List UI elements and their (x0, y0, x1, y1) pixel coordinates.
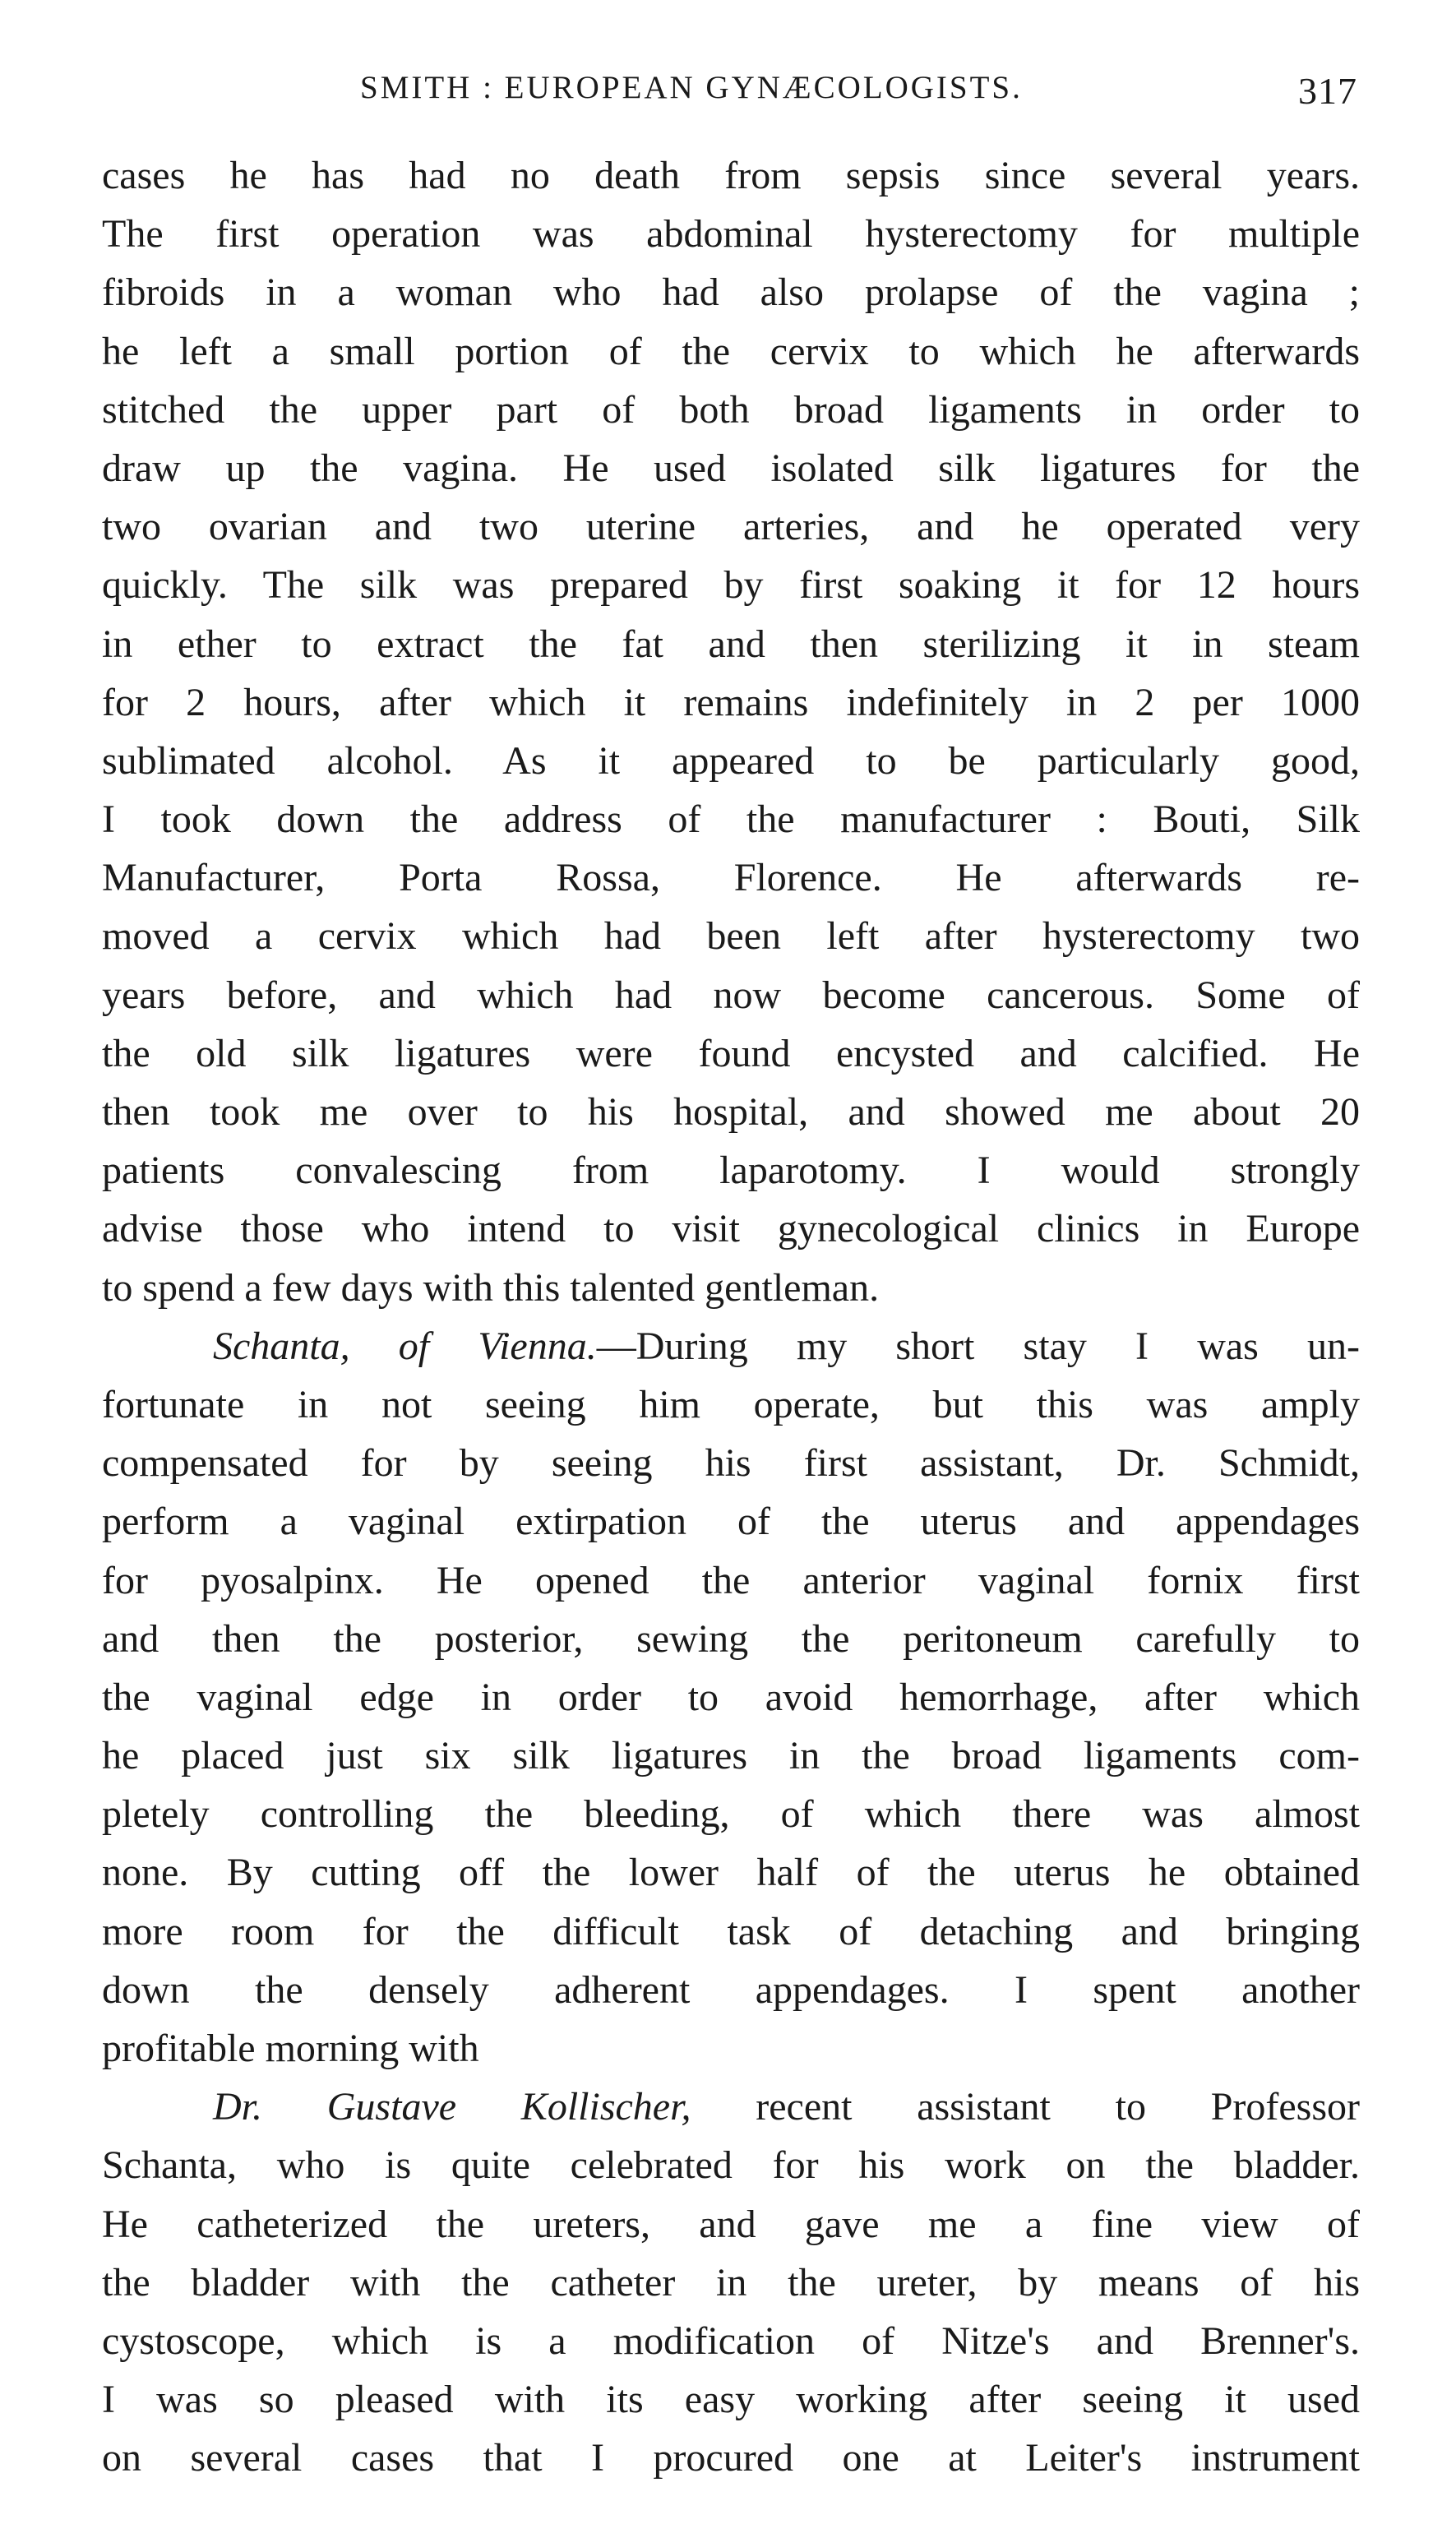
text-line: more room for the difficult task of detaching and bringing (102, 1909, 1360, 1953)
text-line (102, 1317, 1360, 1375)
text-run: —During my short stay I was un- (596, 1324, 1360, 1368)
text-line: I was so pleased with its easy working after seeing it used (102, 2378, 1360, 2422)
text-line: he left a small portion of the cervix to which he afterwards (102, 329, 1360, 373)
text-line: two ovarian and two uterine arteries, and he operated very (102, 505, 1360, 549)
paragraph-1 (102, 146, 1360, 1317)
text-line: pletely controlling the bleeding, of which there was almost (102, 1792, 1360, 1837)
body-text (102, 146, 1360, 2488)
text-line: for pyosalpinx. He opened the anterior vaginal fornix first (102, 1558, 1360, 1602)
text-line: on several cases that I procured one at Leiter's instrument (102, 2436, 1360, 2480)
text-line: to spend a few days with this talented gentleman. (102, 1265, 880, 1310)
text-line: profitable morning with (102, 2027, 479, 2070)
text-line: stitched the upper part of both broad ligaments in order to (102, 387, 1360, 432)
text-line: compensated for by seeing his first assistant, Dr. Schmidt, (102, 1441, 1360, 1486)
text-line: I took down the address of the manufacturer : Bouti, Silk (102, 797, 1360, 842)
text-line: The first operation was abdominal hysterectomy for multiple (102, 212, 1360, 257)
running-head-title: SMITH : EUROPEAN GYNÆCOLOGISTS. (360, 70, 1023, 105)
text-line: the old silk ligatures were found encysted and calcified. He (102, 1031, 1360, 1075)
text-line: fibroids in a woman who had also prolapse of the vagina ; (102, 270, 1360, 315)
text-line: and then the posterior, sewing the peritoneum carefully to (102, 1616, 1360, 1661)
page-number: 317 (1298, 70, 1357, 112)
text-line: advise those who intend to visit gynecological clinics in Europe (102, 1207, 1360, 1251)
text-line: perform a vaginal extirpation of the uterus and appendages (102, 1500, 1360, 1544)
text-line (102, 2078, 1360, 2136)
text-line: none. By cutting off the lower half of the uterus he obtained (102, 1851, 1360, 1895)
text-line: he placed just six silk ligatures in the broad ligaments com- (102, 1734, 1360, 1778)
text-line: cystoscope, which is a modification of Nitze's and Brenner's. (102, 2318, 1360, 2363)
text-line: the bladder with the catheter in the ureter, by means of his (102, 2260, 1360, 2304)
text-run: recent assistant to Professor (691, 2085, 1361, 2129)
text-line: fortunate in not seeing him operate, but this was amply (102, 1382, 1360, 1426)
text-line: quickly. The silk was prepared by first soaking it for 12 hours (102, 563, 1360, 608)
paragraph-2 (102, 1317, 1360, 2078)
text-line: Schanta, who is quite celebrated for his work on the bladder. (102, 2143, 1360, 2188)
text-line: Manufacturer, Porta Rossa, Florence. He afterwards re- (102, 856, 1360, 900)
paragraph-3 (102, 2078, 1360, 2487)
running-head (0, 69, 1456, 118)
text-line: for 2 hours, after which it remains indefinitely in 2 per 1000 (102, 680, 1360, 724)
text-line: moved a cervix which had been left after hysterectomy two (102, 914, 1360, 959)
text-line: cases he has had no death from sepsis since several years. (102, 154, 1360, 197)
text-line: sublimated alcohol. As it appeared to be particularly good, (102, 738, 1360, 783)
text-line: down the densely adherent appendages. I spent another (102, 1967, 1360, 2012)
run-in-heading: Dr. Gustave Kollischer, (213, 2085, 691, 2129)
text-line: years before, and which had now become cancerous. Some of (102, 973, 1360, 1017)
text-line: He catheterized the ureters, and gave me a fine view of (102, 2202, 1360, 2246)
text-line: the vaginal edge in order to avoid hemorrhage, after which (102, 1675, 1360, 1719)
run-in-heading: Schanta, of Vienna. (213, 1324, 597, 1368)
text-line: draw up the vagina. He used isolated silk ligatures for the (102, 446, 1360, 490)
text-line: in ether to extract the fat and then sterilizing it in steam (102, 622, 1360, 666)
text-line: then took me over to his hospital, and showed me about 20 (102, 1090, 1360, 1134)
text-line: patients convalescing from laparotomy. I would strongly (102, 1149, 1360, 1193)
